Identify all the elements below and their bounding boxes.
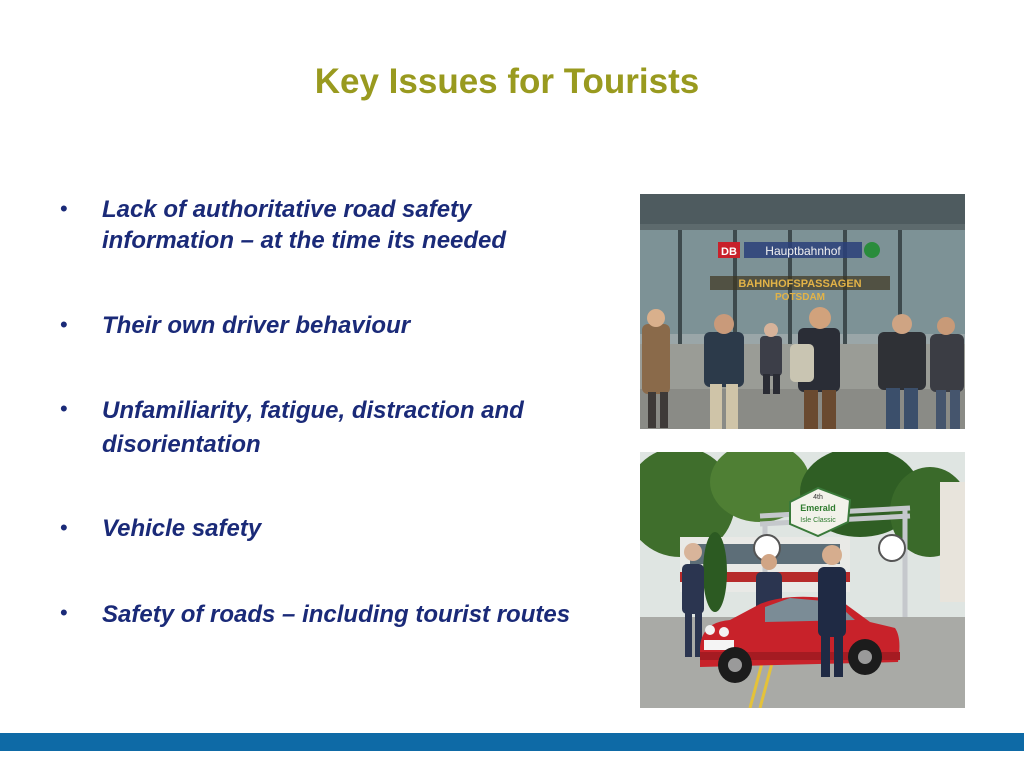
bullet-text: Unfamiliarity, fatigue, distraction and disorientation <box>102 397 524 458</box>
station-sign-text: Hauptbahnhof <box>765 244 841 258</box>
bullet-marker: • <box>60 515 68 540</box>
bullet-marker: • <box>60 600 68 625</box>
potsdam-sign-text: POTSDAM <box>775 292 825 303</box>
bullet-item <box>56 310 596 341</box>
bullet-text: Lack of authoritative road safety information – at the time its needed <box>102 196 507 254</box>
bullet-marker: • <box>60 396 68 421</box>
footer-bar <box>0 733 1024 751</box>
db-logo-text: DB <box>721 246 737 258</box>
rally-badge-line2: Isle Classic <box>800 517 836 524</box>
bullet-item <box>56 513 596 544</box>
bullet-text: Their own driver behaviour <box>102 312 411 339</box>
rally-photo <box>640 452 965 708</box>
bullet-marker: • <box>60 312 68 337</box>
bullet-item <box>56 194 596 256</box>
station-photo <box>640 194 965 429</box>
bullet-item <box>56 394 596 462</box>
bullet-item <box>56 598 596 632</box>
rally-badge-line1: Emerald <box>800 503 836 513</box>
rally-badge-top-text: 4th <box>813 494 823 501</box>
slide-title: Key Issues for Tourists <box>314 62 700 101</box>
passage-sign-text: BAHNHOFSPASSAGEN <box>738 278 862 290</box>
bullet-marker: • <box>60 196 68 221</box>
bullet-text: Vehicle safety <box>102 515 262 542</box>
bullet-text: Safety of roads – including tourist routes <box>102 601 571 628</box>
